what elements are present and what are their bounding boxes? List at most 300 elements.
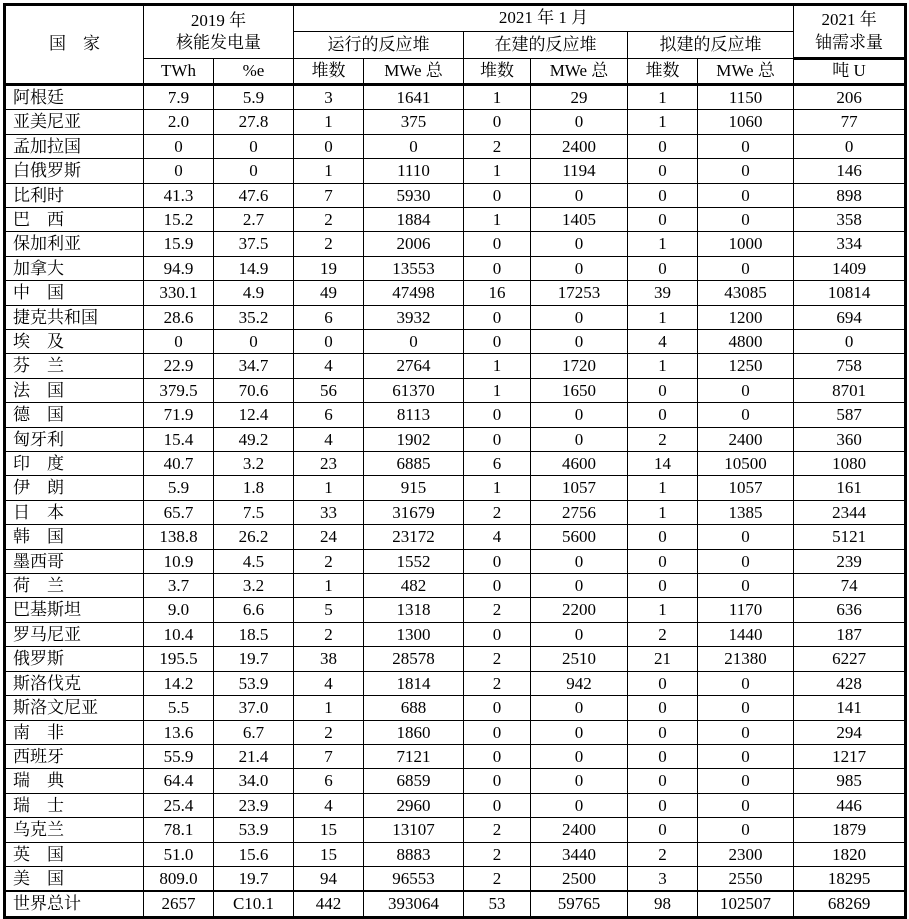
value-cell: 2 — [464, 500, 531, 524]
value-cell: 41.3 — [144, 183, 214, 207]
value-cell: 53 — [464, 891, 531, 917]
value-cell: 393064 — [364, 891, 464, 917]
table-row — [5, 232, 906, 256]
value-cell: 1879 — [794, 818, 906, 842]
value-cell: 8883 — [364, 842, 464, 866]
country-cell: 斯洛伐克 — [5, 671, 144, 695]
country-cell: 阿根廷 — [5, 84, 144, 109]
value-cell: 1 — [294, 476, 364, 500]
value-cell: 35.2 — [214, 305, 294, 329]
value-cell: 0 — [464, 744, 531, 768]
value-cell: 13.6 — [144, 720, 214, 744]
value-cell: 15.4 — [144, 427, 214, 451]
value-cell: 206 — [794, 84, 906, 109]
table-row — [5, 84, 906, 109]
value-cell: 3932 — [364, 305, 464, 329]
value-cell: 0 — [464, 330, 531, 354]
value-cell: 78.1 — [144, 818, 214, 842]
value-cell: 2344 — [794, 500, 906, 524]
value-cell: 1 — [464, 378, 531, 402]
value-cell: 2 — [294, 232, 364, 256]
value-cell: 0 — [628, 769, 698, 793]
value-cell: 10.9 — [144, 549, 214, 573]
value-cell: 6.7 — [214, 720, 294, 744]
value-cell: 14.9 — [214, 256, 294, 280]
value-cell: 0 — [531, 769, 628, 793]
value-cell: 2400 — [531, 134, 628, 158]
value-cell: 2 — [464, 598, 531, 622]
value-cell: 1 — [294, 696, 364, 720]
value-cell: 1 — [294, 574, 364, 598]
value-cell: 3 — [294, 84, 364, 109]
value-cell: 53.9 — [214, 818, 294, 842]
value-cell: 0 — [698, 549, 794, 573]
value-cell: 0 — [144, 330, 214, 354]
value-cell: 636 — [794, 598, 906, 622]
value-cell: 0 — [464, 793, 531, 817]
table-row — [5, 744, 906, 768]
value-cell: 94.9 — [144, 256, 214, 280]
value-cell: 1 — [628, 305, 698, 329]
value-cell: 10.4 — [144, 622, 214, 646]
value-cell: 3 — [628, 866, 698, 891]
table-row — [5, 330, 906, 354]
country-cell: 孟加拉国 — [5, 134, 144, 158]
value-cell: 0 — [531, 256, 628, 280]
value-cell: 4 — [294, 793, 364, 817]
country-cell: 韩 国 — [5, 525, 144, 549]
value-cell: 0 — [628, 696, 698, 720]
value-cell: 12.4 — [214, 403, 294, 427]
value-cell: 102507 — [698, 891, 794, 917]
table-row — [5, 525, 906, 549]
value-cell: 0 — [464, 720, 531, 744]
value-cell: 15 — [294, 818, 364, 842]
value-cell: 61370 — [364, 378, 464, 402]
country-cell: 俄罗斯 — [5, 647, 144, 671]
value-cell: 5600 — [531, 525, 628, 549]
col-header-2019-line2: 核能发电量 — [176, 33, 261, 52]
value-cell: 34.7 — [214, 354, 294, 378]
value-cell: 2 — [294, 549, 364, 573]
nuclear-power-table — [3, 3, 907, 919]
table-body — [5, 84, 906, 917]
value-cell: 5.9 — [214, 84, 294, 109]
value-cell: 375 — [364, 110, 464, 134]
value-cell: 1440 — [698, 622, 794, 646]
country-cell: 加拿大 — [5, 256, 144, 280]
country-cell: 亚美尼亚 — [5, 110, 144, 134]
value-cell: 0 — [794, 134, 906, 158]
value-cell: 146 — [794, 159, 906, 183]
unit-header-planned-mwe: MWe 总 — [698, 59, 794, 85]
value-cell: 7121 — [364, 744, 464, 768]
value-cell: 446 — [794, 793, 906, 817]
value-cell: 8113 — [364, 403, 464, 427]
value-cell: 1 — [294, 159, 364, 183]
value-cell: 2 — [294, 207, 364, 231]
value-cell: 23172 — [364, 525, 464, 549]
country-cell: 墨西哥 — [5, 549, 144, 573]
value-cell: 2 — [294, 720, 364, 744]
value-cell: 0 — [214, 134, 294, 158]
value-cell: 4 — [294, 354, 364, 378]
value-cell: 0 — [628, 744, 698, 768]
value-cell: 27.8 — [214, 110, 294, 134]
value-cell: 1 — [464, 159, 531, 183]
value-cell: 0 — [628, 134, 698, 158]
table-row — [5, 647, 906, 671]
value-cell: 15.6 — [214, 842, 294, 866]
value-cell: 0 — [214, 159, 294, 183]
value-cell: 23 — [294, 452, 364, 476]
table-row — [5, 207, 906, 231]
value-cell: 5 — [294, 598, 364, 622]
value-cell: 0 — [364, 134, 464, 158]
value-cell: 0 — [531, 427, 628, 451]
value-cell: 334 — [794, 232, 906, 256]
value-cell: 2550 — [698, 866, 794, 891]
country-cell: 罗马尼亚 — [5, 622, 144, 646]
value-cell: 239 — [794, 549, 906, 573]
value-cell: 37.5 — [214, 232, 294, 256]
country-cell: 保加利亚 — [5, 232, 144, 256]
value-cell: 74 — [794, 574, 906, 598]
value-cell: 1250 — [698, 354, 794, 378]
value-cell: 23.9 — [214, 793, 294, 817]
value-cell: 0 — [628, 207, 698, 231]
value-cell: 19.7 — [214, 866, 294, 891]
value-cell: 29 — [531, 84, 628, 109]
value-cell: 0 — [531, 330, 628, 354]
value-cell: 0 — [628, 403, 698, 427]
value-cell: 0 — [531, 305, 628, 329]
value-cell: 13553 — [364, 256, 464, 280]
value-cell: 14 — [628, 452, 698, 476]
value-cell: 49.2 — [214, 427, 294, 451]
col-header-planned-reactors: 拟建的反应堆 — [628, 32, 794, 59]
value-cell: 39 — [628, 281, 698, 305]
value-cell: 0 — [794, 330, 906, 354]
value-cell: 2.7 — [214, 207, 294, 231]
value-cell: 0 — [628, 818, 698, 842]
value-cell: 0 — [698, 744, 794, 768]
col-header-uranium-line1: 2021 年 — [821, 10, 877, 30]
value-cell: 1060 — [698, 110, 794, 134]
value-cell: 4 — [294, 671, 364, 695]
table-row — [5, 818, 906, 842]
value-cell: 0 — [698, 720, 794, 744]
value-cell: 360 — [794, 427, 906, 451]
unit-header-construction-mwe: MWe 总 — [531, 59, 628, 85]
value-cell: 4.5 — [214, 549, 294, 573]
value-cell: 1860 — [364, 720, 464, 744]
value-cell: 758 — [794, 354, 906, 378]
value-cell: 53.9 — [214, 671, 294, 695]
col-header-jan-2021: 2021 年 1 月 — [294, 5, 794, 32]
value-cell: 0 — [214, 330, 294, 354]
value-cell: 9.0 — [144, 598, 214, 622]
value-cell: 64.4 — [144, 769, 214, 793]
value-cell: 0 — [628, 525, 698, 549]
value-cell: 442 — [294, 891, 364, 917]
value-cell: 2960 — [364, 793, 464, 817]
value-cell: 1 — [628, 598, 698, 622]
value-cell: 21380 — [698, 647, 794, 671]
value-cell: 1200 — [698, 305, 794, 329]
value-cell: 24 — [294, 525, 364, 549]
value-cell: 4600 — [531, 452, 628, 476]
value-cell: 6885 — [364, 452, 464, 476]
value-cell: 0 — [628, 671, 698, 695]
value-cell: 7 — [294, 183, 364, 207]
country-cell: 英 国 — [5, 842, 144, 866]
value-cell: 0 — [531, 574, 628, 598]
table-row — [5, 866, 906, 891]
table-row — [5, 134, 906, 158]
value-cell: 1814 — [364, 671, 464, 695]
value-cell: 1 — [628, 232, 698, 256]
value-cell: 1641 — [364, 84, 464, 109]
value-cell: 330.1 — [144, 281, 214, 305]
value-cell: 6 — [464, 452, 531, 476]
country-cell: 瑞 典 — [5, 769, 144, 793]
value-cell: 22.9 — [144, 354, 214, 378]
value-cell: 0 — [698, 403, 794, 427]
value-cell: 3.2 — [214, 452, 294, 476]
table-row — [5, 696, 906, 720]
value-cell: 4.9 — [214, 281, 294, 305]
value-cell: 0 — [531, 622, 628, 646]
table-row — [5, 598, 906, 622]
value-cell: 65.7 — [144, 500, 214, 524]
value-cell: 6.6 — [214, 598, 294, 622]
value-cell: 51.0 — [144, 842, 214, 866]
value-cell: 428 — [794, 671, 906, 695]
unit-header-operating-count: 堆数 — [294, 59, 364, 85]
value-cell: 0 — [531, 720, 628, 744]
value-cell: 0 — [628, 720, 698, 744]
table-row — [5, 500, 906, 524]
value-cell: 1080 — [794, 452, 906, 476]
value-cell: 6227 — [794, 647, 906, 671]
value-cell: 2.0 — [144, 110, 214, 134]
document-page — [3, 3, 907, 919]
value-cell: 16 — [464, 281, 531, 305]
total-row — [5, 891, 906, 917]
value-cell: 19.7 — [214, 647, 294, 671]
value-cell: 358 — [794, 207, 906, 231]
value-cell: 1 — [464, 476, 531, 500]
value-cell: 3.7 — [144, 574, 214, 598]
col-header-under-construction-reactors: 在建的反应堆 — [464, 32, 628, 59]
value-cell: 1.8 — [214, 476, 294, 500]
table-row — [5, 842, 906, 866]
value-cell: 0 — [464, 769, 531, 793]
value-cell: C10.1 — [214, 891, 294, 917]
value-cell: 37.0 — [214, 696, 294, 720]
value-cell: 587 — [794, 403, 906, 427]
col-header-2019-generation — [144, 5, 294, 59]
country-cell: 世界总计 — [5, 891, 144, 917]
value-cell: 0 — [698, 183, 794, 207]
value-cell: 0 — [364, 330, 464, 354]
value-cell: 70.6 — [214, 378, 294, 402]
unit-header-construction-count: 堆数 — [464, 59, 531, 85]
value-cell: 0 — [698, 378, 794, 402]
value-cell: 1 — [464, 207, 531, 231]
value-cell: 0 — [464, 574, 531, 598]
value-cell: 18295 — [794, 866, 906, 891]
value-cell: 0 — [294, 134, 364, 158]
value-cell: 1820 — [794, 842, 906, 866]
value-cell: 0 — [698, 207, 794, 231]
value-cell: 2300 — [698, 842, 794, 866]
country-cell: 埃 及 — [5, 330, 144, 354]
value-cell: 19 — [294, 256, 364, 280]
value-cell: 77 — [794, 110, 906, 134]
country-cell: 瑞 士 — [5, 793, 144, 817]
value-cell: 694 — [794, 305, 906, 329]
value-cell: 0 — [464, 427, 531, 451]
value-cell: 1552 — [364, 549, 464, 573]
value-cell: 0 — [698, 574, 794, 598]
table-row — [5, 549, 906, 573]
value-cell: 7 — [294, 744, 364, 768]
value-cell: 2 — [464, 671, 531, 695]
value-cell: 2006 — [364, 232, 464, 256]
value-cell: 4 — [628, 330, 698, 354]
value-cell: 94 — [294, 866, 364, 891]
table-row — [5, 452, 906, 476]
value-cell: 28.6 — [144, 305, 214, 329]
table-row — [5, 793, 906, 817]
value-cell: 1110 — [364, 159, 464, 183]
value-cell: 8701 — [794, 378, 906, 402]
country-cell: 德 国 — [5, 403, 144, 427]
value-cell: 0 — [628, 183, 698, 207]
col-header-operating-reactors: 运行的反应堆 — [294, 32, 464, 59]
table-row — [5, 281, 906, 305]
value-cell: 0 — [144, 134, 214, 158]
table-row — [5, 403, 906, 427]
value-cell: 0 — [698, 696, 794, 720]
value-cell: 0 — [628, 378, 698, 402]
value-cell: 2756 — [531, 500, 628, 524]
table-row — [5, 574, 906, 598]
value-cell: 1 — [628, 84, 698, 109]
value-cell: 0 — [698, 671, 794, 695]
table-row — [5, 476, 906, 500]
value-cell: 1 — [464, 84, 531, 109]
value-cell: 187 — [794, 622, 906, 646]
value-cell: 0 — [144, 159, 214, 183]
value-cell: 898 — [794, 183, 906, 207]
value-cell: 0 — [628, 574, 698, 598]
value-cell: 2510 — [531, 647, 628, 671]
value-cell: 1300 — [364, 622, 464, 646]
value-cell: 1902 — [364, 427, 464, 451]
country-cell: 乌克兰 — [5, 818, 144, 842]
table-row — [5, 354, 906, 378]
value-cell: 98 — [628, 891, 698, 917]
value-cell: 4 — [294, 427, 364, 451]
col-header-2021-uranium — [794, 5, 906, 59]
value-cell: 1318 — [364, 598, 464, 622]
value-cell: 1409 — [794, 256, 906, 280]
value-cell: 0 — [531, 110, 628, 134]
value-cell: 28578 — [364, 647, 464, 671]
value-cell: 2764 — [364, 354, 464, 378]
value-cell: 2 — [628, 427, 698, 451]
value-cell: 138.8 — [144, 525, 214, 549]
value-cell: 26.2 — [214, 525, 294, 549]
value-cell: 0 — [698, 256, 794, 280]
value-cell: 1720 — [531, 354, 628, 378]
value-cell: 4800 — [698, 330, 794, 354]
value-cell: 0 — [531, 403, 628, 427]
value-cell: 2657 — [144, 891, 214, 917]
value-cell: 0 — [531, 696, 628, 720]
value-cell: 1884 — [364, 207, 464, 231]
table-row — [5, 671, 906, 695]
value-cell: 6859 — [364, 769, 464, 793]
value-cell: 1170 — [698, 598, 794, 622]
value-cell: 1000 — [698, 232, 794, 256]
value-cell: 71.9 — [144, 403, 214, 427]
value-cell: 7.5 — [214, 500, 294, 524]
value-cell: 1 — [628, 110, 698, 134]
col-header-uranium-line2: 铀需求量 — [815, 32, 884, 52]
value-cell: 809.0 — [144, 866, 214, 891]
table-row — [5, 427, 906, 451]
value-cell: 3.2 — [214, 574, 294, 598]
value-cell: 49 — [294, 281, 364, 305]
value-cell: 40.7 — [144, 452, 214, 476]
table-row — [5, 378, 906, 402]
value-cell: 0 — [628, 793, 698, 817]
country-cell: 比利时 — [5, 183, 144, 207]
value-cell: 5930 — [364, 183, 464, 207]
value-cell: 1150 — [698, 84, 794, 109]
value-cell: 1405 — [531, 207, 628, 231]
value-cell: 59765 — [531, 891, 628, 917]
value-cell: 1 — [294, 110, 364, 134]
value-cell: 15 — [294, 842, 364, 866]
value-cell: 688 — [364, 696, 464, 720]
value-cell: 2 — [294, 622, 364, 646]
value-cell: 31679 — [364, 500, 464, 524]
table-row — [5, 183, 906, 207]
country-cell: 捷克共和国 — [5, 305, 144, 329]
value-cell: 6 — [294, 305, 364, 329]
country-cell: 南 非 — [5, 720, 144, 744]
value-cell: 1057 — [698, 476, 794, 500]
table-row — [5, 256, 906, 280]
value-cell: 0 — [531, 793, 628, 817]
country-cell: 法 国 — [5, 378, 144, 402]
unit-header-operating-mwe: MWe 总 — [364, 59, 464, 85]
value-cell: 0 — [698, 769, 794, 793]
unit-header-tonnes-u: 吨 U — [794, 59, 906, 85]
value-cell: 55.9 — [144, 744, 214, 768]
value-cell: 3440 — [531, 842, 628, 866]
value-cell: 0 — [628, 549, 698, 573]
value-cell: 14.2 — [144, 671, 214, 695]
value-cell: 7.9 — [144, 84, 214, 109]
value-cell: 161 — [794, 476, 906, 500]
table-row — [5, 622, 906, 646]
